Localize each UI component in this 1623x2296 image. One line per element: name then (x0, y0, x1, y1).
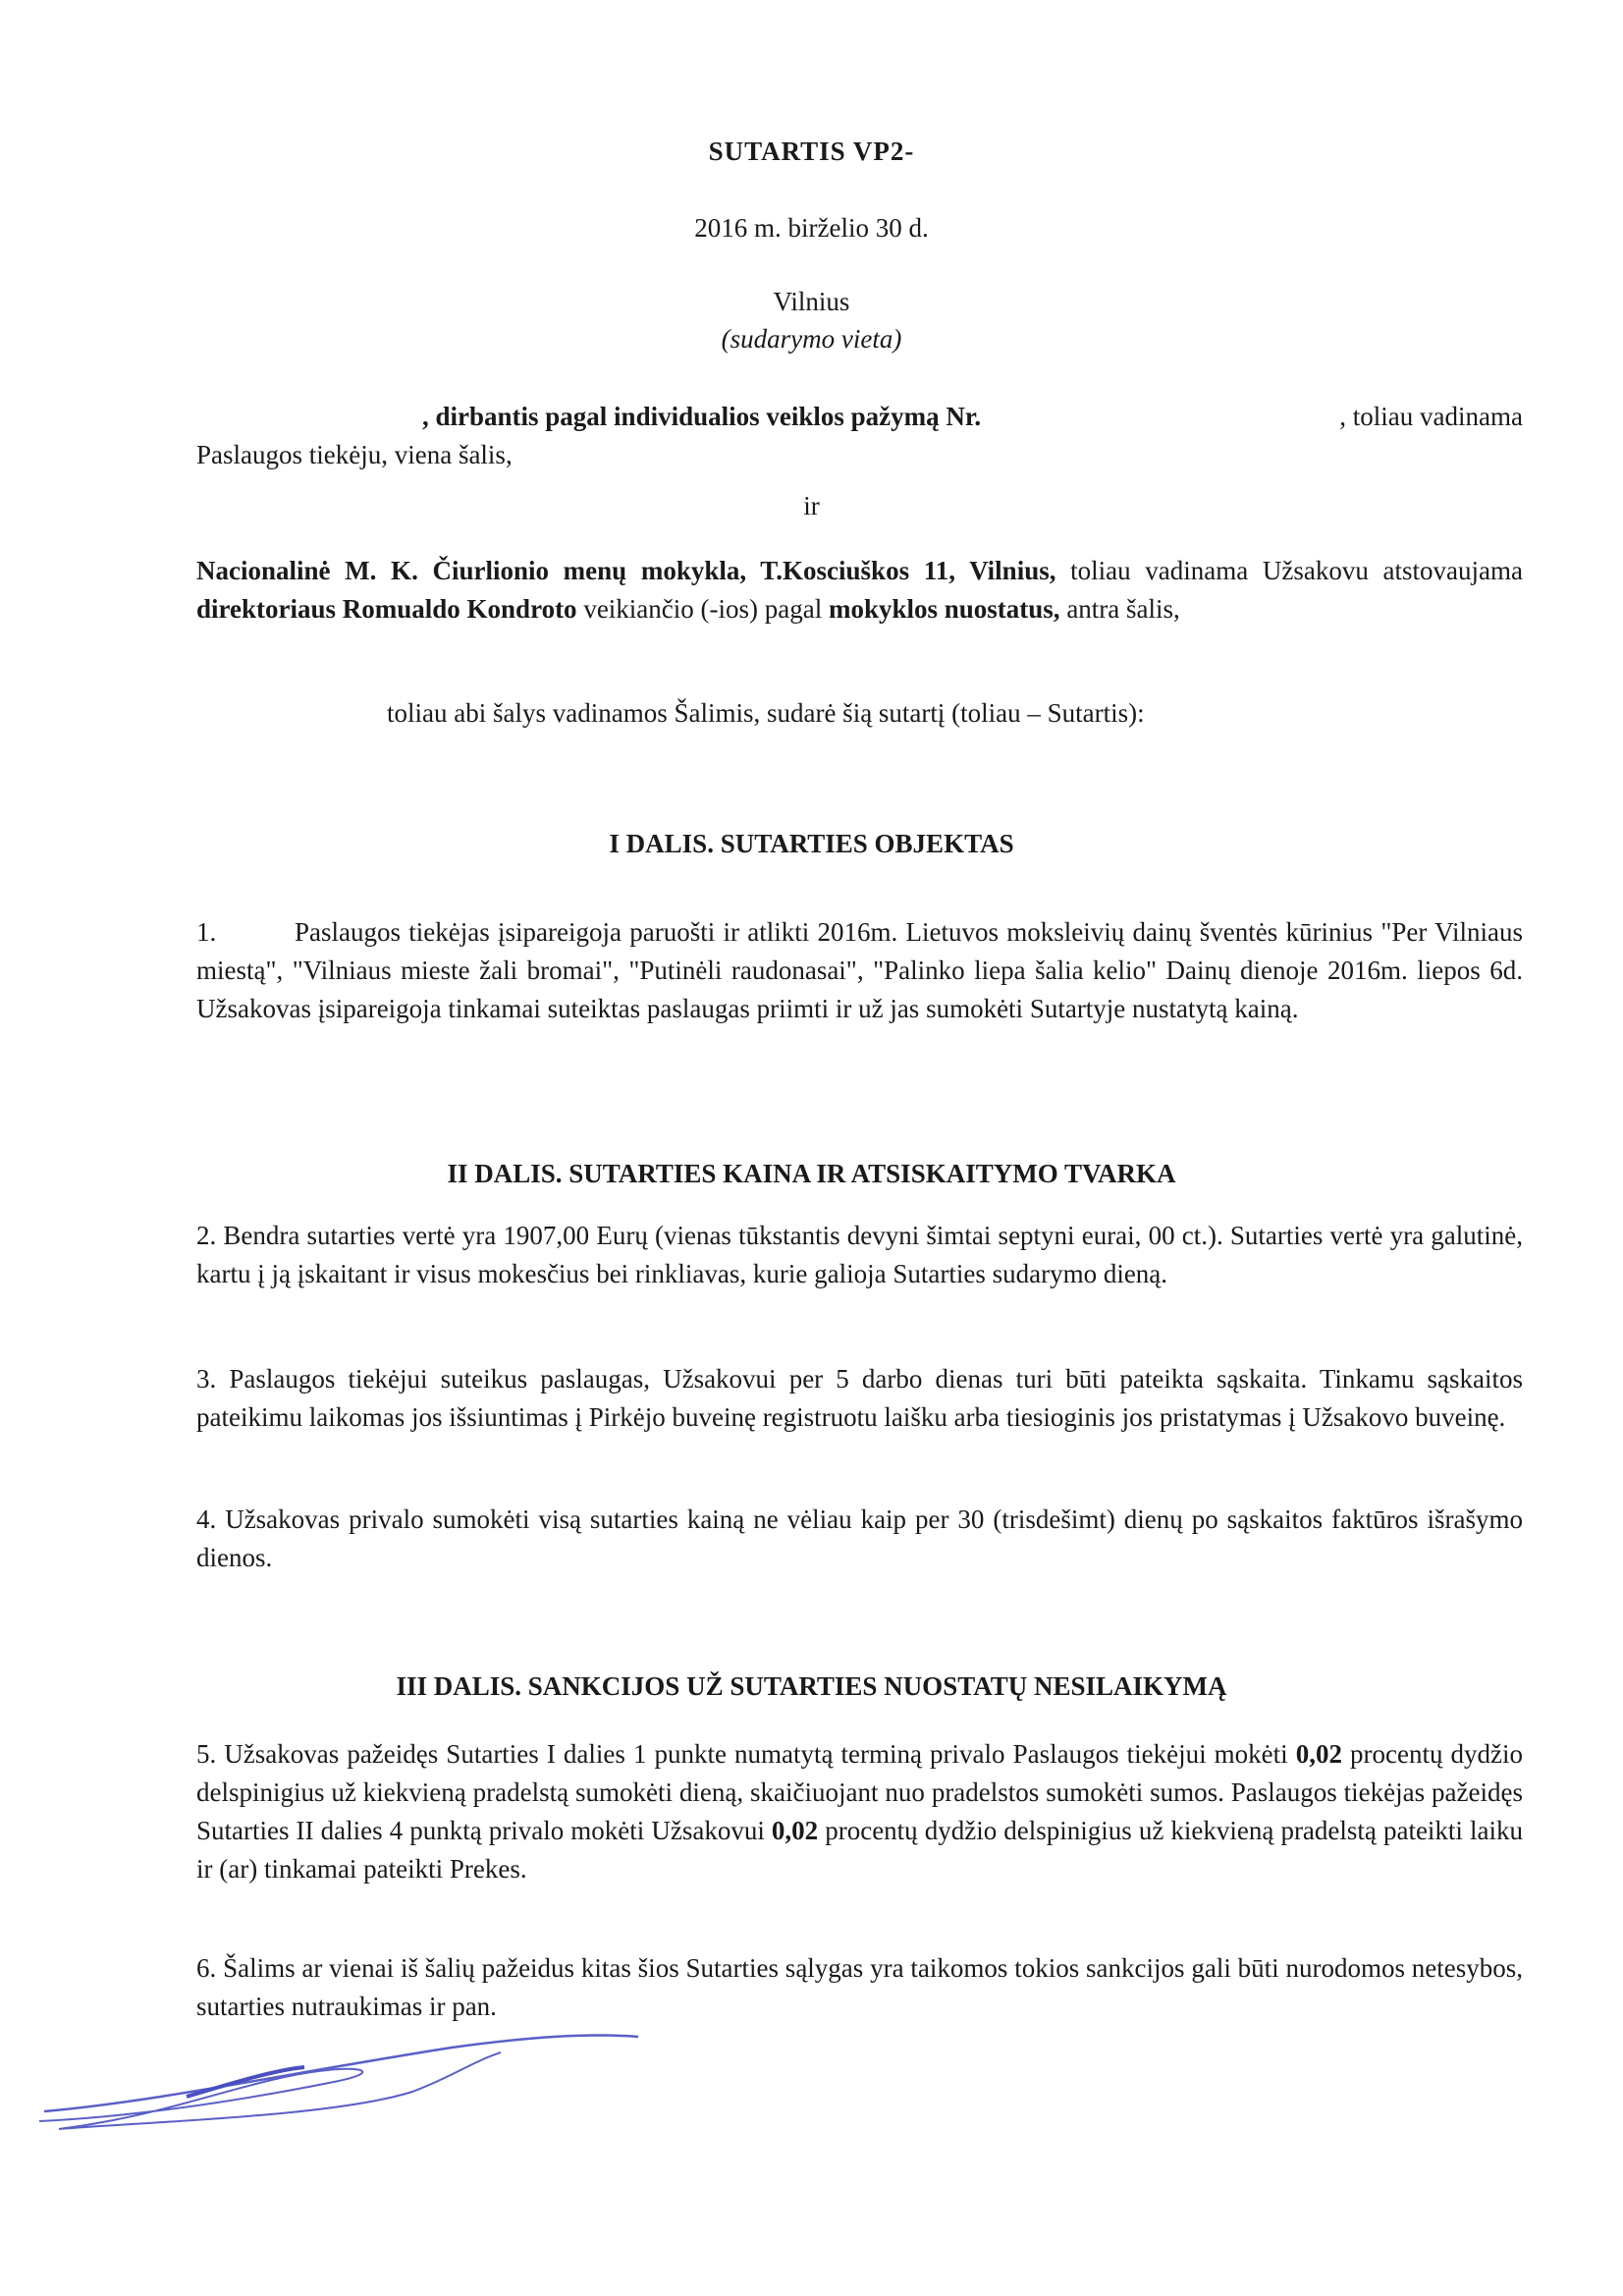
clause-text: Paslaugos tiekėjas įsipareigoja paruošti ir atlikti 2016m. Lietuvos moksleivių dainų šventės kūrinius "Per Vilniaus miestą", "Vilniaus mieste žali bromai", "Putinėli raudonasai", "Palinko liepa šalia kelio" Dainų dienoje 2016m. liepos 6d. Užsakovas įsipareigoja tinkamai suteiktas paslaugas priimti ir už jas sumokėti Sutartyje nustatytą kainą. (196, 917, 1523, 1023)
clause-5 (196, 1735, 1523, 1888)
clause-1 (196, 913, 1523, 1028)
clause-3: 3. Paslaugos tiekėjui suteikus paslaugas, Užsakovui per 5 darbo dienas turi būti pateikta sąskaita. Tinkamu sąskaitos pateikimu laikomas jos išsiuntimas į Pirkėjo buveinę registruotu laišku arba tiesioginis jos pristatymas į Užsakovo buveinę. (196, 1364, 1523, 1432)
signature-stroke (39, 2052, 501, 2129)
clause-4: 4. Užsakovas privalo sumokėti visą sutarties kainą ne vėliau kaip per 30 (trisdešimt) dienų po sąskaitos faktūros išrašymo dienos. (196, 1504, 1523, 1572)
and-word: ir (803, 491, 820, 520)
clause-text: 5. Užsakovas pažeidęs Sutarties I dalies 1 punkte numatytą terminą privalo Paslaugos tiekėjui mokėti (196, 1739, 1296, 1769)
signature (39, 2023, 668, 2131)
clause-6: 6. Šalims ar vienai iš šalių pažeidus kitas šios Sutarties sąlygas yra taikomos tokios sankcijos gali būti nurodomos netesybos, sutarties nutraukimas ir pan. (196, 1953, 1523, 2021)
clause-number: 1. (196, 917, 217, 947)
party-one-role: Paslaugos tiekėju, viena šalis, (196, 440, 513, 469)
penalty-rate: 0,02 (771, 1816, 819, 1845)
party-two-text: veikiančio (-ios) pagal (576, 594, 829, 624)
contract-date: 2016 m. birželio 30 d. (694, 213, 929, 243)
signature-stroke (44, 2035, 638, 2111)
clause-text: procentų dydžio delspinigius už kiekvieną pradelstą sumokėti dieną, skaičiuojant nuo pradelstos sumokėti sumos. Paslaugos tiekėjas pažeidęs Sutarties II dalies 4 punktą privalo mokėti Užsakovui (196, 1739, 1523, 1845)
party-one-tail: , toliau vadinama (1339, 402, 1523, 431)
penalty-rate: 0,02 (1295, 1739, 1342, 1769)
party-two (196, 552, 1523, 629)
clause-text: procentų dydžio delspinigius už kiekvieną pradelstą pateikti laiku ir (ar) tinkamai pateikti Prekes. (196, 1816, 1523, 1884)
place-note: (sudarymo vieta) (721, 324, 902, 354)
party-one-bold: , dirbantis pagal individualios veiklos pažymą Nr. (422, 402, 982, 431)
party-two-name: Nacionalinė M. K. Čiurlionio menų mokykla, T.Kosciuškos 11, Vilnius, (196, 556, 1056, 585)
party-two-representative: direktoriaus Romualdo Kondroto (196, 594, 577, 624)
section-heading-2: II DALIS. SUTARTIES KAINA IR ATSISKAITYMO TVARKA (447, 1159, 1176, 1188)
clause-2: 2. Bendra sutarties vertė yra 1907,00 Eurų (vienas tūkstantis devyni šimtai septyni eurai, 00 ct.). Sutarties vertė yra galutinė, kartu į ją įskaitant ir visus mokesčius bei rinkliavas, kurie galioja Sutarties sudarymo dieną. (196, 1221, 1523, 1288)
intro: toliau abi šalys vadinamos Šalimis, sudarė šią sutartį (toliau – Sutartis): (387, 698, 1145, 728)
party-two-text: antra šalis, (1059, 594, 1180, 624)
party-one (196, 398, 1523, 474)
contract-place: Vilnius (773, 287, 850, 316)
party-two-basis: mokyklos nuostatus, (828, 594, 1060, 624)
section-heading-3: III DALIS. SANKCIJOS UŽ SUTARTIES NUOSTATŲ NESILAIKYMĄ (396, 1671, 1227, 1701)
party-two-text: toliau vadinama Užsakovu atstovaujama (1055, 556, 1523, 585)
section-heading-1: I DALIS. SUTARTIES OBJEKTAS (609, 829, 1014, 858)
document-title: SUTARTIS VP2- (708, 137, 915, 166)
